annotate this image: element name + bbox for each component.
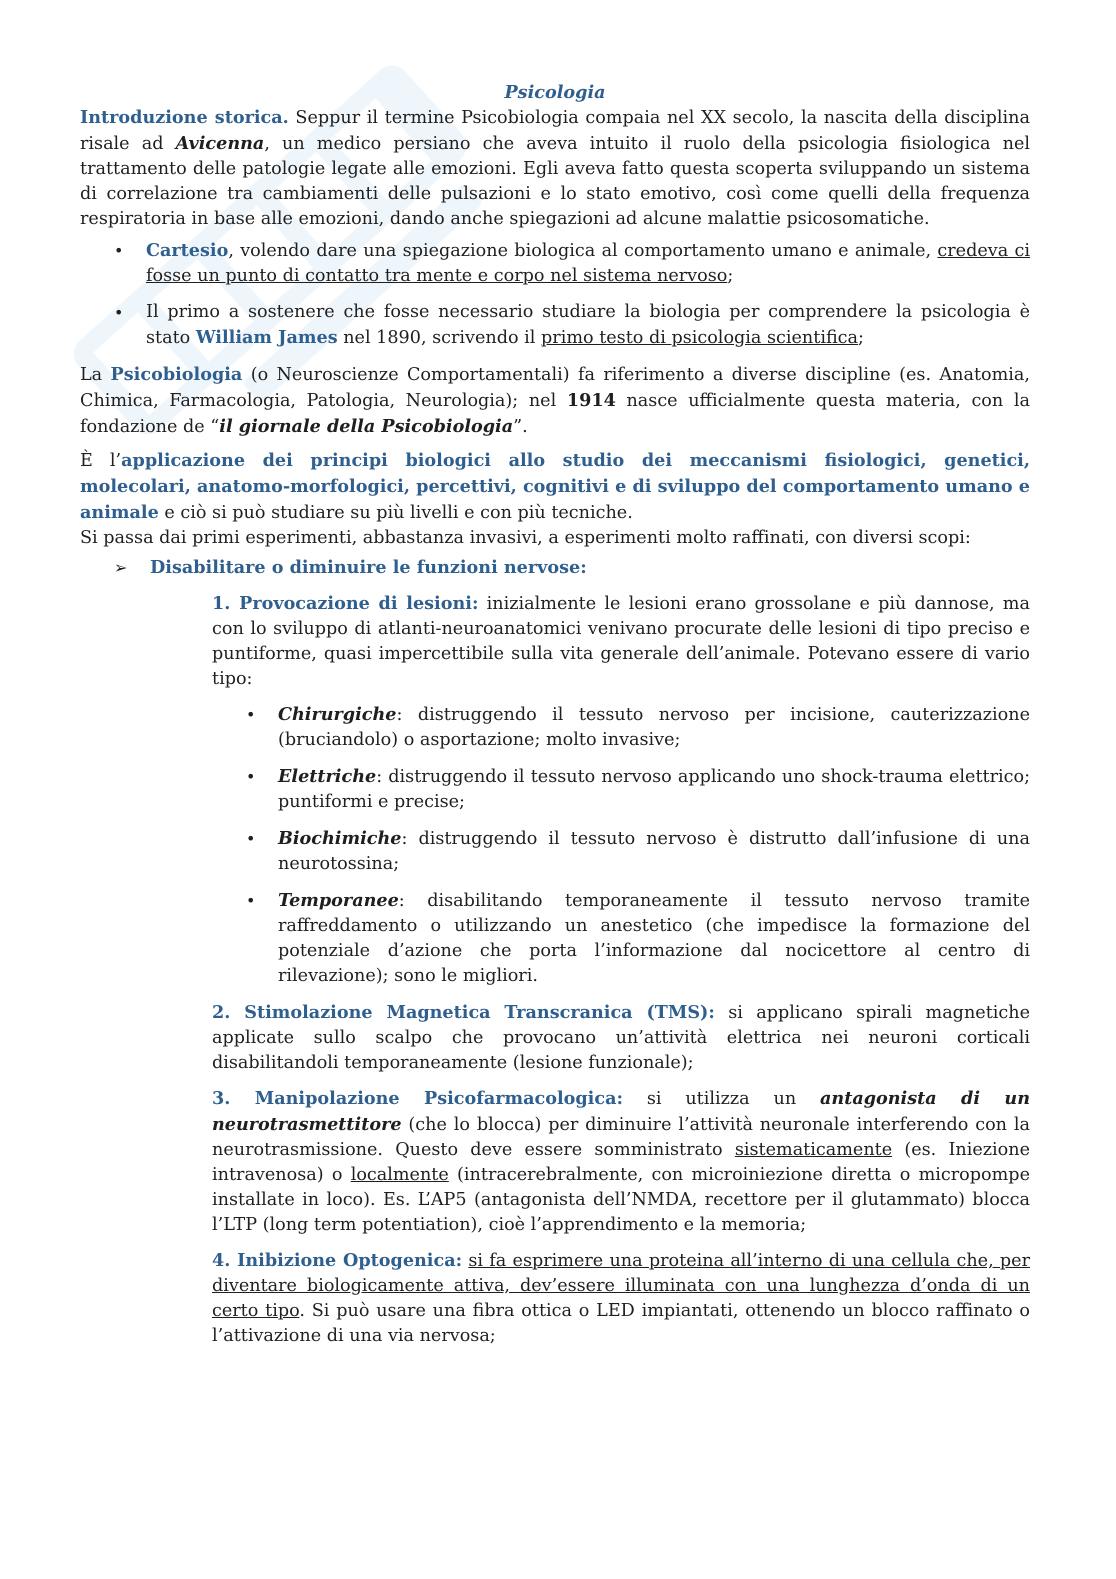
list-item-cartesio: • Cartesio, volendo dare una spiegazione biologica al comportamento umano e animale, credeva ci fosse un punto di contatto tra mente e corpo nel sistema nervoso; — [146, 238, 1030, 289]
tms-paragraph: 2. Stimolazione Magnetica Transcranica (TMS): si applicano spirali magnetiche applicate sullo scalpo che provocano un’attività elettrica nei neuroni corticali disabilitandoli temporaneamente (lesione funzionale); — [212, 1002, 1030, 1073]
historical-bullets — [80, 238, 1030, 351]
opto-paragraph: 4. Inibizione Optogenica: si fa esprimere una proteina all’interno di una cellula che, per diventare biologicamente attiva, dev’essere illuminata con una lunghezza d’onda di un certo tipo. Si può usare una fibra ottica o LED impiantati, ottenendo un blocco raffinato o l’attivazione di una via nervosa; — [212, 1250, 1030, 1346]
list-item: • Temporanee: disabilitando temporaneamente il tessuto nervoso tramite raffreddamento o utilizzando un anestetico (che impedisce la formazione del potenziale d’azione che porta l’informazione dal nocicettore al centro di rilevazione); sono le migliori. — [278, 888, 1030, 989]
list-item-james: • Il primo a sostenere che fosse necessario studiare la biologia per comprendere la psicologia è stato William James nel 1890, scrivendo il primo testo di psicologia scientifica; — [146, 300, 1030, 351]
application-paragraph: È l’applicazione dei principi biologici allo studio dei meccanismi fisiologici, genetici, molecolari, anatomo-morfologici, percettivi, cognitivi e di sviluppo del comportamento umano e animale e ciò si può studiare su più livelli e con più tecniche. — [80, 450, 1030, 523]
arrow-list-item: ➢ Disabilitare o diminuire le funzioni nervose: — [114, 557, 587, 578]
lesions-paragraph: 1. Provocazione di lesioni: inizialmente le lesioni erano grossolane e più dannose, ma con lo sviluppo di atlanti-neuroanatomici venivano procurate delle lesioni di tipo preciso e puntiforme, quasi impercettibile sulla vita generale dell’animale. Potevano essere di vario tipo: — [212, 593, 1030, 689]
intro-paragraph: Introduzione storica. Seppur il termine Psicobiologia compaia nel XX secolo, la nascita della disciplina risale ad Avicenna, un medico persiano che aveva intuito il ruolo della psicologia fisiologica nel trattamento delle patologie legate alle emozioni. Egli aveva fatto questa scoperta sviluppando un sistema di correlazione tra cambiamenti delle pulsazioni e lo stato emotivo, così come quelli della frequenza respiratoria in base alle emozioni, dando anche spiegazioni ad alcune malattie psicosomatiche. — [80, 107, 1030, 229]
document-page — [80, 80, 1030, 1359]
psicobiologia-paragraph: La Psicobiologia (o Neuroscienze Comportamentali) fa riferimento a diverse discipline (es. Anatomia, Chimica, Farmacologia, Patologia, Neurologia); nel 1914 nasce ufficialmente questa materia, con la fondazione de “il giornale della Psicobiologia”. — [80, 364, 1030, 437]
list-item: • Elettriche: distruggendo il tessuto nervoso applicando uno shock-trauma elettrico; puntiformi e precise; — [278, 764, 1030, 815]
techniques-section — [212, 591, 1030, 1349]
transition-paragraph: Si passa dai primi esperimenti, abbastanza invasivi, a esperimenti molto raffinati, con diversi scopi: — [80, 528, 971, 548]
intro-heading: Introduzione storica. — [80, 107, 289, 128]
list-item: • Chirurgiche: distruggendo il tessuto nervoso per incisione, cauterizzazione (bruciandolo) o asportazione; molto invasive; — [278, 702, 1030, 753]
pharma-paragraph: 3. Manipolazione Psicofarmacologica: si utilizza un antagonista di un neurotrasmettitore (che lo blocca) per diminuire l’attività neuronale interferendo con la neurotrasmissione. Questo deve essere somministrato sistematicamente (es. Iniezione intravenosa) o localmente (intracerebralmente, con microiniezione diretta o micropompe installate in loco). Es. L’AP5 (antagonista dell’NMDA, recettore per il glutammato) blocca l’LTP (long term potentiation), cioè l’apprendimento e la memoria; — [212, 1088, 1031, 1235]
avicenna-name: Avicenna — [175, 133, 265, 154]
lesion-types-list — [212, 702, 1030, 989]
list-item: • Biochimiche: distruggendo il tessuto nervoso è distrutto dall’infusione di una neurotossina; — [278, 826, 1030, 877]
document-title: Psicologia — [504, 82, 606, 103]
arrow-bullet-icon: ➢ — [114, 558, 128, 577]
